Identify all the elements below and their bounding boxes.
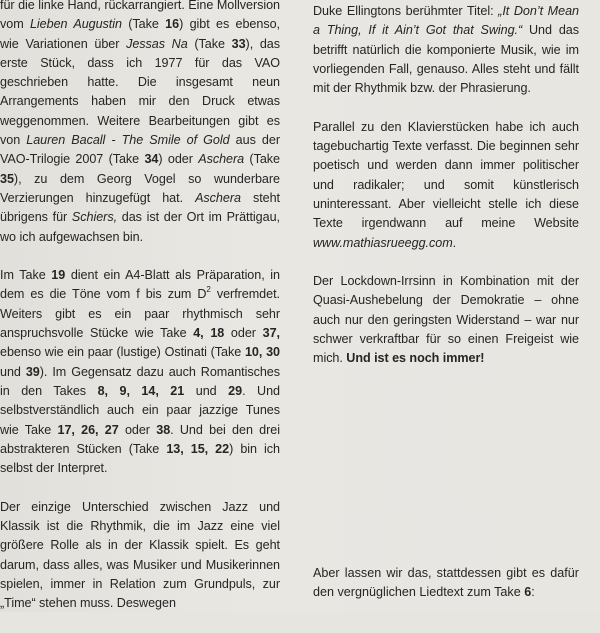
text-run: 8, 9, 14, 21 [97,383,185,398]
text-run: steht übrigens für [0,190,280,225]
text-run: 19 [51,268,66,283]
paragraph-jazz-classic [0,498,280,614]
text-run: verfremdet. Weiters gibt es ein paar rhythmisch sehr anspruchsvolle Stücke wie Take [0,287,280,341]
text-run: und [184,383,229,398]
paragraph-diary-texts [313,118,579,253]
paragraph-liedtext [313,564,579,603]
text-run: ), das erste Stück, dass ich 1977 für das VAO geschrieben hatte. Die insgesamt neun Arrangements haben mir den Druck etwas weggenommen. Weitere Bearbeitungen gibt es von [0,36,280,148]
text-run: 29 [228,383,243,398]
text-run: ) gibt es ebenso, wie Variationen über [0,17,280,51]
text-run: (Take [187,36,232,51]
text-run: . Und bei den drei abstrakteren Stücken (Take [0,422,280,456]
text-run: ) bin ich selbst der Interpret. [0,441,281,476]
text-run: (Take [121,17,166,32]
text-run: 34 [144,152,159,167]
text-run: 2 [206,285,211,295]
text-run: Aschera [195,190,241,205]
paragraph-lockdown [313,272,579,368]
text-run: Schiers, [71,210,118,225]
text-run: 16 [165,17,180,32]
text-run: 17, 26, 27 [57,422,119,437]
text-run: Lauren Bacall - The Smile of Gold [26,133,230,148]
text-run: Lieben Augustin [29,17,122,32]
text-run: „It Don’t Mean a Thing, If it Ain’t Got that Swing.“ [313,4,579,38]
right-column [313,2,579,388]
paragraph-takes [0,266,280,478]
text-run: 37, [262,326,280,341]
text-run: oder [118,422,157,437]
text-run: 38 [156,422,171,437]
text-run: : [531,584,535,599]
text-run: Duke Ellingtons berühmter Titel: [313,4,499,18]
text-run: . Und selbstverständlich auch ein paar jazzige Tunes wie Take [0,383,280,437]
text-run: ), zu dem Georg Vogel so wunderbare Verzierungen hinzugefügt hat. [0,171,280,205]
text-run: 33 [231,36,246,51]
text-run: Aber lassen wir das, stattdessen gibt es dafür den vergnüglichen Liedtext zum Take [313,565,579,599]
text-run: das ist der Ort im Prättigau, wo ich aufgewachsen bin. [0,210,280,244]
text-run: 13, 15, 22 [166,441,230,456]
text-run: Der Lockdown-Irrsinn in Kombination mit der Quasi-Aushebelung der Demokratie – ohne auch nur den geringsten Widerstand – war nur schwer verkraftbar für so einen Freigeist wie mich. [313,274,579,366]
text-run: Und ist es noch immer! [346,351,485,366]
text-run: Aschera [198,152,245,167]
text-run: 39 [25,364,40,379]
text-run: aus der VAO-Trilogie 2007 (Take [0,133,280,167]
text-run: 35 [0,171,14,186]
text-run: ebenso wie ein paar (lustige) Ostinati (Take [0,345,245,360]
text-run: für die linke Hand, rückarrangiert. Eine Mollversion vom [0,0,280,32]
text-run: ) oder [158,152,199,167]
text-run: (Take [244,152,280,167]
text-run: Und das betrifft natürlich die komponierte Musik, wie im vorliegenden Fall, genauso. Alles steht und fällt mit der Rhythmik bzw. der Phrasierung. [313,23,579,96]
text-run: Parallel zu den Klavierstücken habe ich auch tagebuchartig Texte verfasst. Die beginnen sehr poetisch und werden dann immer politischer und radikaler; und somit künstlerisch uninteressant. Aber vielleicht stelle ich diese Texte irgendwann auf meine Website [313,119,579,231]
text-run: und [0,364,26,379]
text-run: 6 [524,584,532,599]
text-run: 4, 18 [193,326,225,341]
text-run: www.mathiasrueegg.com [313,235,453,250]
text-run: Der einzige Unterschied zwischen Jazz und Klassik ist die Rhythmik, die im Jazz eine viel größere Rolle als in der Klassik spielt. Es geht darum, dass alles, was Musiker und Musikerinnen spielen, immer in Relation zum Grundpuls, zur „Time“ stehen muss. Deswegen [0,499,280,611]
text-run: dient ein A4-Blatt als Präparation, in dem es die Töne vom f bis zum D [0,268,280,302]
paragraph-ellington [313,2,579,98]
text-run: 10, 30 [244,345,280,360]
paragraph-arrangements [0,0,280,247]
text-run: ). Im Gegensatz dazu auch Romantisches in den Takes [0,364,280,398]
text-run: Jessas Na [126,36,188,51]
text-run: . [452,235,457,250]
text-run: oder [224,326,263,341]
text-run: Im Take [0,268,52,283]
left-column [0,0,280,633]
